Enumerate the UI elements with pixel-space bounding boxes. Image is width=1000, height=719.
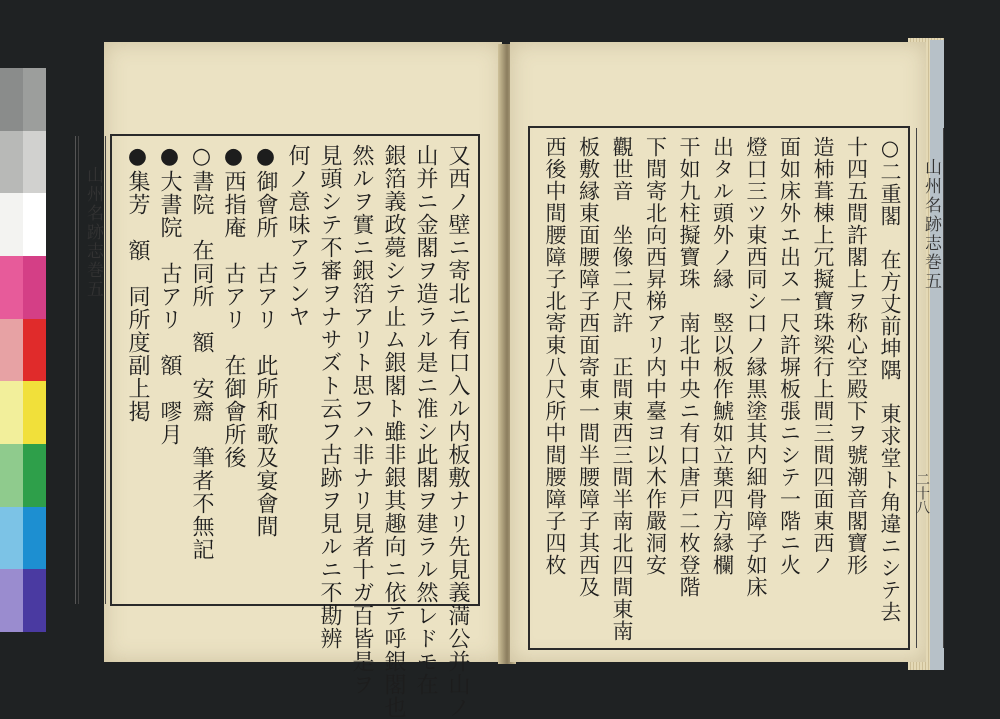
- color-swatch-row: [0, 507, 46, 570]
- color-swatch: [0, 131, 23, 194]
- text-column: ●集芳 額 同所度副上掲: [125, 144, 150, 423]
- text-column: 干如九柱擬寶珠 南北中央ニ有口唐戸二枚登階: [677, 136, 701, 598]
- open-book: [83, 38, 944, 719]
- color-swatch: [23, 569, 46, 632]
- text-column: 山并ニ金閣ヲ造ラル是ニ准シ此閣ヲ建ラル然レドモ在: [413, 144, 438, 696]
- text-column: ●西指庵 古アリ 在御會所後: [221, 144, 246, 469]
- text-column: ●大書院 古アリ 額 嘐月: [157, 144, 182, 446]
- right-hanshin: [916, 128, 944, 648]
- color-swatch: [0, 444, 23, 507]
- color-swatch: [0, 569, 23, 632]
- text-column: 板敷縁東面腰障子西面寄東一間半腰障子其西及: [576, 136, 601, 598]
- color-swatch-row: [0, 193, 46, 256]
- left-hanshin: [78, 136, 106, 604]
- text-column: 又西ノ壁ニ寄北ニ有口入ル内板敷ナリ先見義満公并山ノ: [445, 144, 470, 719]
- color-swatch-row: [0, 319, 46, 382]
- text-column: 下間寄北向西昇梯アリ内中臺ヨ以木作嚴洞安: [643, 136, 668, 576]
- color-swatch: [23, 381, 46, 444]
- text-column: 然ルヲ實ニ銀箔アリト思フハ非ナリ見者十ガ百皆是ヲ: [349, 144, 374, 696]
- color-swatch-row: [0, 68, 46, 131]
- left-page: [83, 42, 502, 719]
- color-swatch-row: [0, 444, 46, 507]
- color-swatch: [23, 444, 46, 507]
- right-page: [510, 42, 941, 662]
- color-swatch: [23, 68, 46, 131]
- text-column: 造杮葺棟上冗擬寶珠梁行上間三間四面東西ノ: [811, 136, 835, 576]
- text-column: 面如床外エ出ス一尺許塀板張ニシテ一階ニ火: [777, 136, 802, 576]
- color-swatch: [0, 319, 23, 382]
- color-calibration-strip: [0, 68, 46, 632]
- folio-number: 二十八: [914, 472, 930, 514]
- text-column: 銀箔義政薨シテ止ム銀閣ト雖非銀其趣向ニ依テ呼銀閣也: [381, 144, 406, 719]
- color-swatch: [23, 507, 46, 570]
- text-column: ○書院 在同所 額 安齋 筆者不無記: [189, 144, 214, 561]
- color-swatch: [23, 319, 46, 382]
- color-swatch: [23, 193, 46, 256]
- left-text-frame: [83, 134, 480, 719]
- color-swatch: [0, 507, 23, 570]
- text-column: 燈口三ツ東西同シ口ノ縁黒塗其内細骨障子如床: [744, 136, 768, 598]
- text-column: 何ノ意味アランヤ: [285, 144, 310, 328]
- color-swatch: [0, 381, 23, 444]
- hanshin-title: 山州名跡志巻五: [83, 166, 103, 299]
- color-swatch: [0, 193, 23, 256]
- hanshin-title: 山州名跡志巻五: [921, 158, 941, 291]
- text-column: 出タル頭外ノ縁 竪以板作鯱如立葉四方縁欄: [710, 136, 735, 576]
- color-swatch: [23, 256, 46, 319]
- text-column: 十四五間許閣上ヲ称心空殿下ヲ號潮音閣寶形: [844, 136, 869, 576]
- text-column: ●御會所 古アリ 此所和歌及宴會間: [253, 144, 278, 538]
- text-column: 觀世音 坐像二尺許 正間東西三間半南北四間東南: [610, 136, 634, 642]
- color-swatch-row: [0, 131, 46, 194]
- text-column: ○二重閣 在方丈前坤隅 東求堂ト角違ニシテ去: [878, 136, 902, 623]
- color-swatch: [23, 131, 46, 194]
- text-column: 見頭シテ不審ヲナサズト云フ古跡ヲ見ルニ不勘辨: [317, 144, 342, 650]
- color-swatch-row: [0, 256, 46, 319]
- color-swatch: [0, 256, 23, 319]
- color-swatch: [0, 68, 23, 131]
- color-swatch-row: [0, 381, 46, 444]
- color-swatch-row: [0, 569, 46, 632]
- text-column: 西後中間腰障子北寄東八尺所中間腰障子四枚: [543, 136, 567, 576]
